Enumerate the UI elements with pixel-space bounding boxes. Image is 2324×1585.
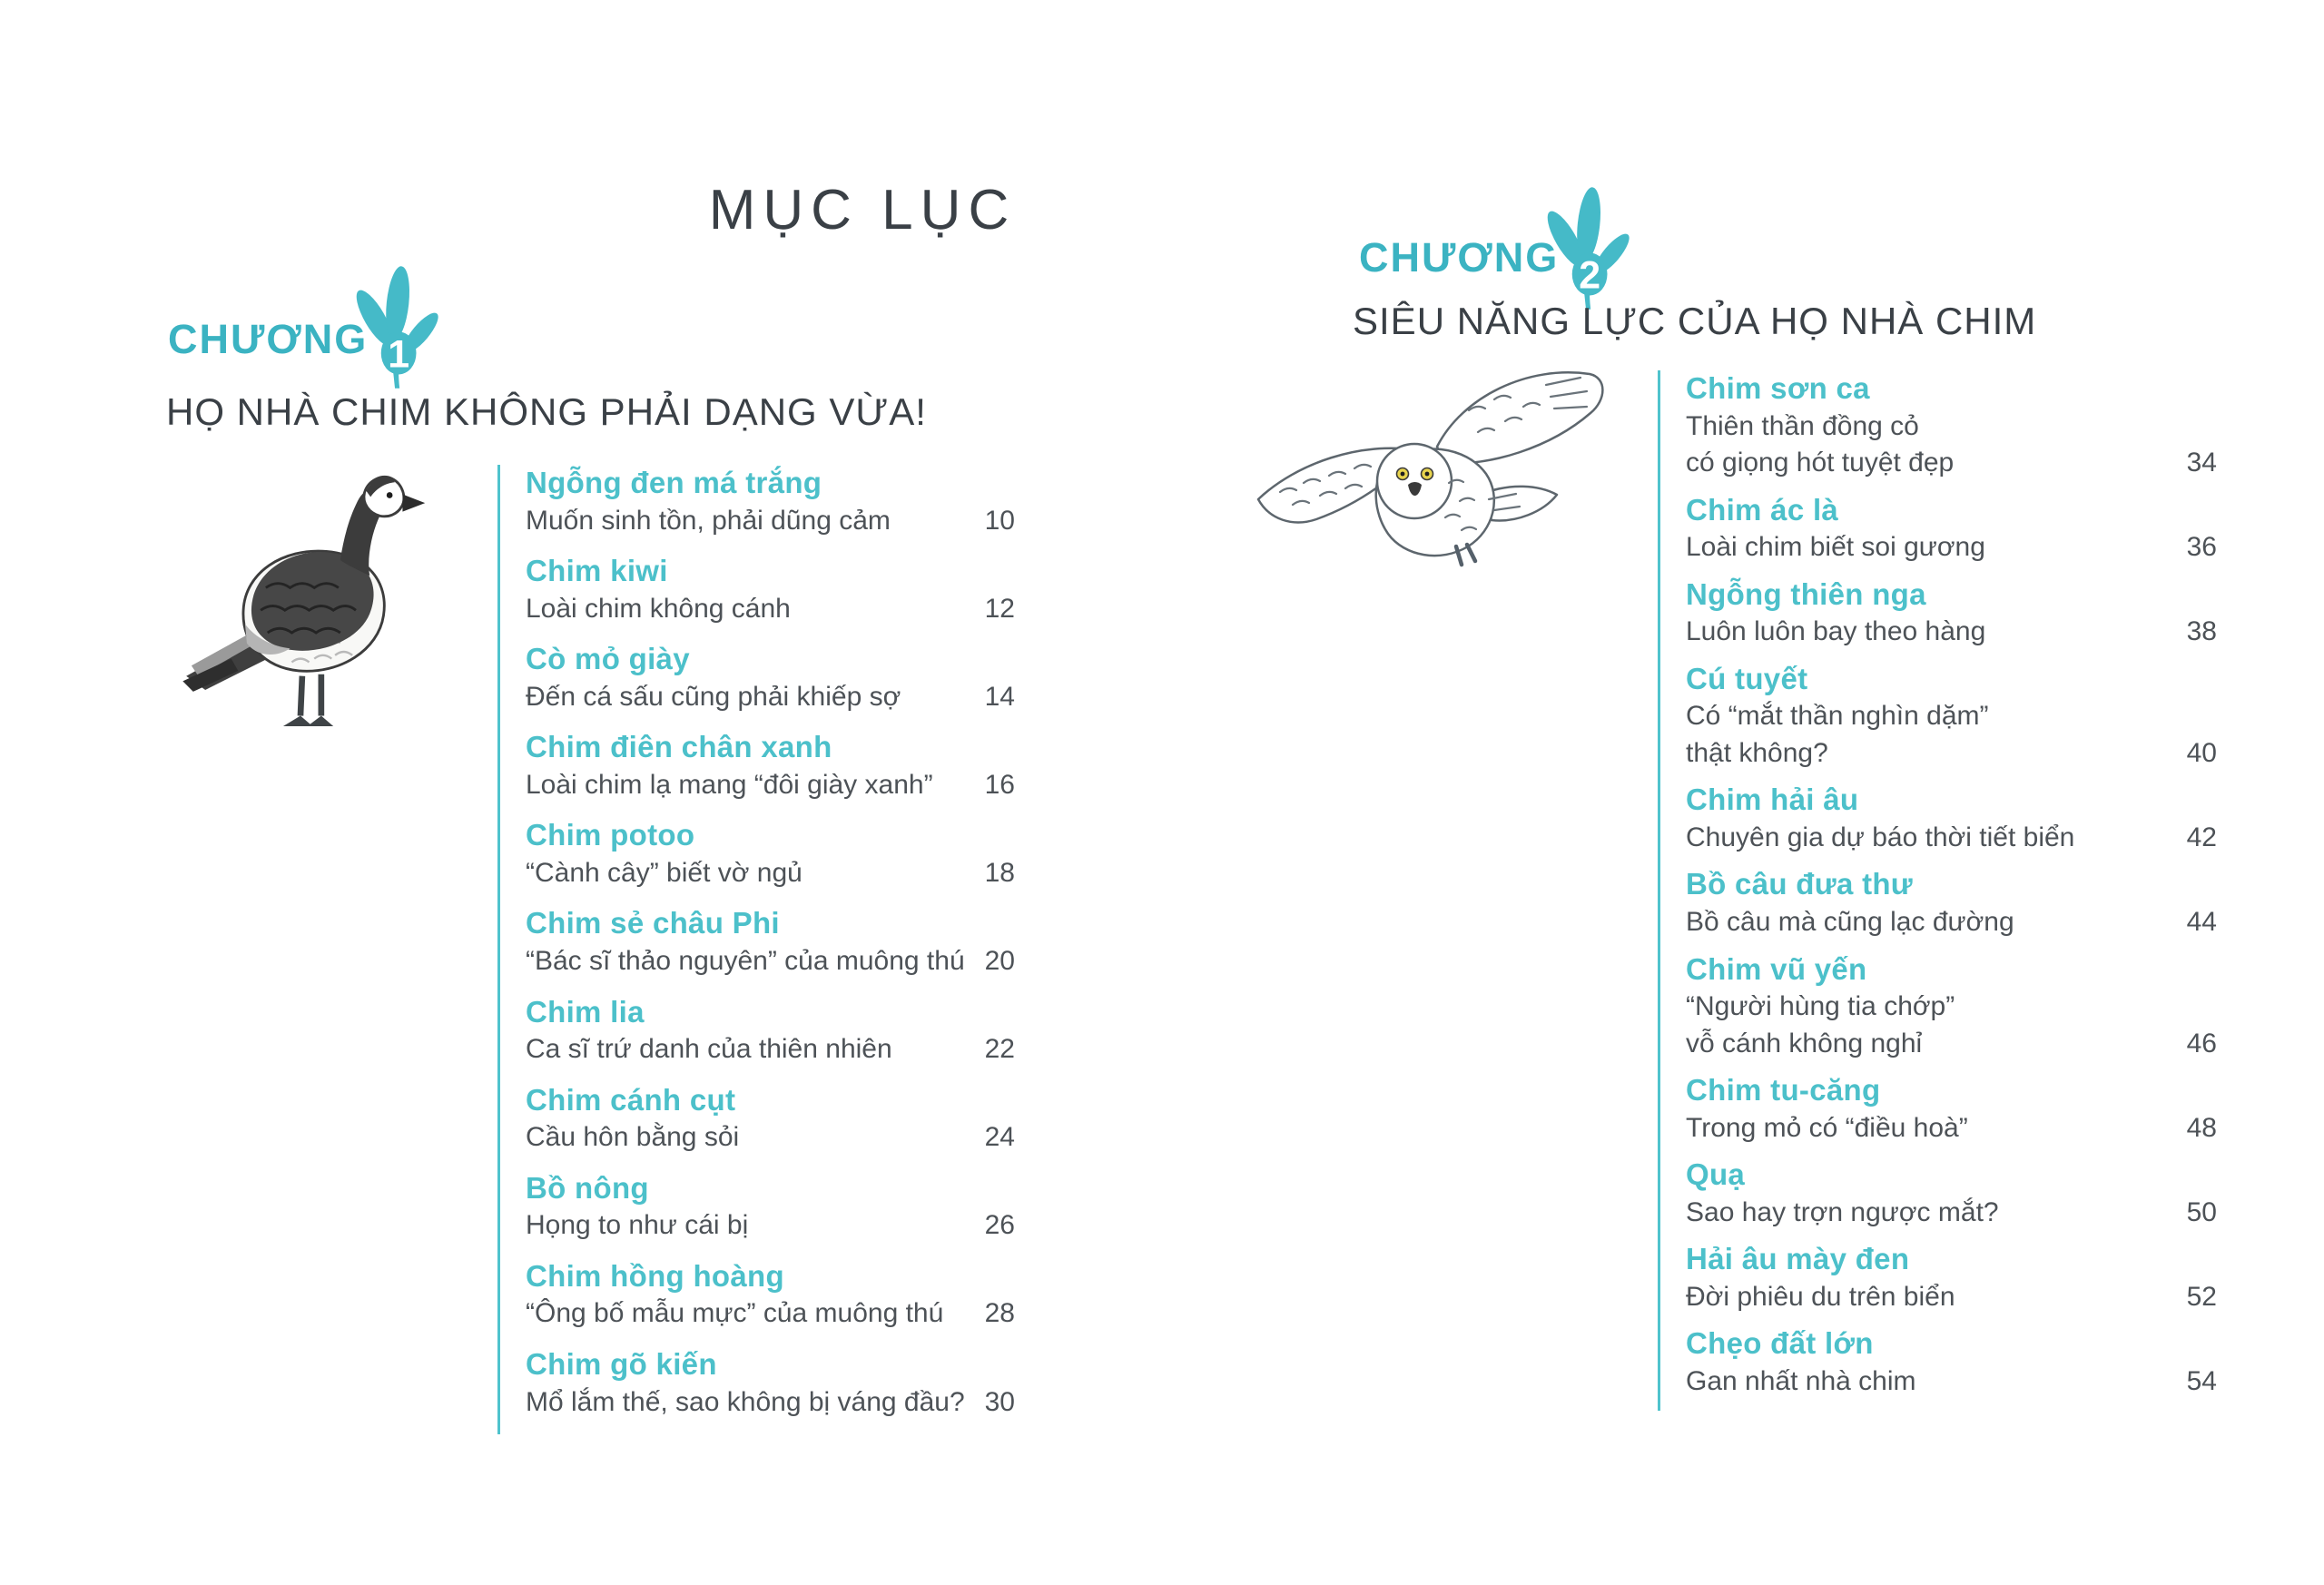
toc-entry-page-number: 46 <box>2186 1028 2217 1058</box>
toc-entry-page-number: 10 <box>984 505 1015 536</box>
toc-entry-page-number: 14 <box>984 681 1015 712</box>
toc-entry-description: “Người hùng tia chớp” <box>1686 991 1955 1022</box>
toc-entry-title[interactable]: Chim hải âu <box>1686 783 1859 817</box>
toc-entry-page-number: 20 <box>984 946 1015 977</box>
toc-entry-line <box>526 1384 1015 1422</box>
toc-entry[interactable] <box>526 994 1015 1068</box>
toc-entry-title[interactable]: Chim kiwi <box>526 554 668 588</box>
toc-entry-description: Bồ câu mà cũng lạc đường <box>1686 907 2014 938</box>
toc-entry-title[interactable]: Bồ câu đưa thư <box>1686 867 1914 901</box>
toc-entry-title[interactable]: Chim vũ yến <box>1686 951 1867 986</box>
chapter1-leaf-icon <box>347 265 439 397</box>
toc-entry-page-number: 42 <box>2186 822 2217 852</box>
toc-entry-description: Trong mỏ có “điều hoà” <box>1686 1112 1968 1143</box>
toc-entry-page-number: 44 <box>2186 907 2217 938</box>
toc-entry-page-number: 30 <box>984 1386 1015 1417</box>
toc-entry-title[interactable]: Chim ác là <box>1686 492 1839 527</box>
toc-entry-description: Loài chim không cánh <box>526 593 791 624</box>
toc-entry-line <box>526 1119 1015 1157</box>
toc-entry-line <box>1686 989 2217 1026</box>
toc-entry-page-number: 38 <box>2186 616 2217 647</box>
toc-entry-description: có giọng hót tuyệt đẹp <box>1686 448 1955 478</box>
toc-entry-description: Có “mắt thần nghìn dặm” <box>1686 701 1989 732</box>
toc-entry-description: “Ông bố mẫu mực” của muông thú <box>526 1298 944 1329</box>
chapter2-leaf-icon <box>1538 186 1630 318</box>
snowy-owl-illustration <box>1251 356 1614 628</box>
toc-entry-line <box>526 591 1015 628</box>
toc-entry-page-number: 24 <box>984 1122 1015 1153</box>
toc-entry[interactable] <box>1686 1072 2217 1147</box>
chapter1-title: HỌ NHÀ CHIM KHÔNG PHẢI DẠNG VỪA! <box>166 390 927 433</box>
toc-entry[interactable] <box>1686 370 2217 482</box>
toc-entry-page-number: 40 <box>2186 737 2217 768</box>
toc-entry[interactable] <box>526 465 1015 539</box>
toc-entry-line <box>1686 735 2217 773</box>
toc-entry-description: Ca sĩ trứ danh của thiên nhiên <box>526 1034 892 1065</box>
toc-entry[interactable] <box>526 1170 1015 1245</box>
toc-entry-title[interactable]: Chim potoo <box>526 818 695 852</box>
toc-entry-line <box>526 679 1015 716</box>
toc-entry-line <box>526 767 1015 804</box>
toc-entry[interactable] <box>526 641 1015 715</box>
toc-entry-line <box>1686 820 2217 857</box>
toc-entry-title[interactable]: Bồ nông <box>526 1170 649 1205</box>
toc-entry[interactable] <box>526 1082 1015 1157</box>
toc-entry-description: Sao hay trợn ngược mắt? <box>1686 1196 1999 1227</box>
toc-entry-line <box>1686 1279 2217 1316</box>
toc-entry-description: Loài chim biết soi gương <box>1686 532 1985 563</box>
toc-entry-description: Cầu hôn bằng sỏi <box>526 1122 740 1153</box>
toc-entry[interactable] <box>1686 782 2217 856</box>
toc-entry-line <box>1686 1110 2217 1147</box>
toc-entry-description: “Bác sĩ thảo nguyên” của muông thú <box>526 946 965 977</box>
toc-entry-line <box>1686 904 2217 941</box>
toc-entry-line <box>526 503 1015 540</box>
toc-entry-title[interactable]: Chim sơn ca <box>1686 371 1870 405</box>
toc-entry[interactable] <box>1686 492 2217 566</box>
toc-entry[interactable] <box>1686 661 2217 773</box>
chapter2-label: CHƯƠNG <box>1359 234 1560 281</box>
toc-entry-line <box>1686 1363 2217 1401</box>
chapter1-label: CHƯƠNG <box>168 316 369 362</box>
chapter2-title: SIÊU NĂNG LỰC CỦA HỌ NHÀ CHIM <box>1353 300 2037 342</box>
toc-entry-line <box>526 1207 1015 1245</box>
toc-entry-page-number: 50 <box>2186 1196 2217 1227</box>
toc-entry-description: Mổ lắm thế, sao không bị váng đầu? <box>526 1386 965 1417</box>
toc-entry-line <box>526 943 1015 980</box>
toc-entry-title[interactable]: Chim cánh cụt <box>526 1082 736 1117</box>
toc-entry-title[interactable]: Ngỗng đen má trắng <box>526 466 822 499</box>
chapter2-number: 2 <box>1579 253 1601 298</box>
chapter1-number: 1 <box>388 332 410 377</box>
page-title: MỤC LỤC <box>708 179 1017 241</box>
toc-entry[interactable] <box>526 553 1015 627</box>
toc-entry-title[interactable]: Chim lia <box>526 994 645 1029</box>
toc-entry[interactable] <box>1686 1241 2217 1315</box>
toc-entry-title[interactable]: Ngỗng thiên nga <box>1686 576 1926 611</box>
toc-entry-description: Gan nhất nhà chim <box>1686 1366 1916 1397</box>
toc-entry-description: Đời phiêu du trên biển <box>1686 1281 1955 1312</box>
toc-entry-title[interactable]: Chim hồng hoàng <box>526 1258 784 1293</box>
toc-entry-title[interactable]: Chim điên chân xanh <box>526 730 832 764</box>
toc-entry-description: Luôn luôn bay theo hàng <box>1686 616 1986 647</box>
toc-entry-line <box>1686 445 2217 482</box>
toc-entry-description: Loài chim lạ mang “đôi giày xanh” <box>526 769 933 800</box>
toc-entry-line <box>526 1031 1015 1068</box>
toc-entry[interactable] <box>1686 951 2217 1063</box>
barnacle-goose-illustration <box>171 456 448 737</box>
toc-entry-page-number: 16 <box>984 769 1015 800</box>
toc-entry[interactable] <box>1686 866 2217 940</box>
toc-entry-line <box>1686 529 2217 566</box>
toc-entry[interactable] <box>526 817 1015 891</box>
toc-entry-page-number: 52 <box>2186 1281 2217 1312</box>
toc-entry[interactable] <box>1686 1157 2217 1231</box>
toc-entry-description: thật không? <box>1686 737 1828 768</box>
toc-entry[interactable] <box>1686 1325 2217 1400</box>
toc-entry-line <box>1686 409 2217 446</box>
toc-entry[interactable] <box>526 1346 1015 1421</box>
toc-entry-page-number: 18 <box>984 857 1015 888</box>
toc-entry-description: vỗ cánh không nghỉ <box>1686 1028 1923 1058</box>
toc-entry-title[interactable]: Chim sẻ châu Phi <box>526 906 780 940</box>
toc-entry-line <box>1686 614 2217 651</box>
toc-entry-page-number: 36 <box>2186 532 2217 563</box>
toc-entry-description: “Cành cây” biết vờ ngủ <box>526 857 803 888</box>
toc-entry-title[interactable]: Hải âu mày đen <box>1686 1242 1910 1276</box>
toc-entry-title[interactable]: Cú tuyết <box>1686 661 1808 695</box>
toc-entry-description: Đến cá sấu cũng phải khiếp sợ <box>526 681 901 712</box>
toc-entry-page-number: 34 <box>2186 448 2217 478</box>
toc-entry[interactable] <box>1686 576 2217 651</box>
toc-entry-title[interactable]: Quạ <box>1686 1157 1746 1192</box>
toc-entry-description: Thiên thần đồng cỏ <box>1686 410 1919 441</box>
toc-entry-line <box>1686 1195 2217 1232</box>
toc-entry-title[interactable]: Chim gõ kiến <box>526 1346 717 1381</box>
toc-entry-line <box>1686 1026 2217 1063</box>
toc-entry-title[interactable]: Cò mỏ giày <box>526 642 690 676</box>
toc-entry-line <box>526 855 1015 892</box>
chapter1-toc <box>497 465 1015 1434</box>
toc-entry-page-number: 26 <box>984 1210 1015 1241</box>
toc-entry[interactable] <box>526 1258 1015 1333</box>
toc-entry-page-number: 54 <box>2186 1366 2217 1397</box>
toc-entry-description: Muốn sinh tồn, phải dũng cảm <box>526 505 891 536</box>
toc-entry-line <box>526 1295 1015 1333</box>
chapter2-toc <box>1658 370 2217 1411</box>
toc-entry-title[interactable]: Chẹo đất lớn <box>1686 1326 1874 1361</box>
toc-entry-page-number: 48 <box>2186 1112 2217 1143</box>
toc-entry-page-number: 28 <box>984 1298 1015 1329</box>
toc-entry-line <box>1686 698 2217 735</box>
toc-entry[interactable] <box>526 905 1015 980</box>
toc-entry[interactable] <box>526 729 1015 803</box>
toc-entry-description: Chuyên gia dự báo thời tiết biển <box>1686 822 2075 852</box>
toc-entry-page-number: 22 <box>984 1034 1015 1065</box>
toc-entry-title[interactable]: Chim tu-căng <box>1686 1073 1881 1108</box>
toc-entry-page-number: 12 <box>984 593 1015 624</box>
toc-entry-description: Họng to như cái bị <box>526 1210 749 1241</box>
